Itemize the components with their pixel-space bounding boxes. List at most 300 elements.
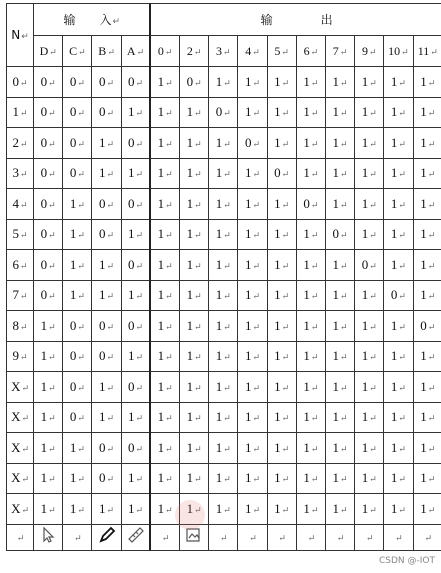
pointer-tool[interactable] xyxy=(34,524,63,550)
paragraph-mark: ↵ xyxy=(165,413,173,424)
paragraph-mark: ↵ xyxy=(194,352,202,363)
output-cell xyxy=(325,158,354,189)
input-cell-value: 1 xyxy=(127,470,135,486)
paragraph-mark: ↵ xyxy=(106,291,115,302)
paragraph-mark: ↵ xyxy=(369,77,377,88)
output-cell-value: 1 xyxy=(303,470,310,486)
paragraph-mark: ↵ xyxy=(310,443,319,454)
input-col-header-value: D xyxy=(39,43,49,58)
output-cell xyxy=(296,158,325,189)
paragraph-mark: ↵ xyxy=(340,260,348,271)
output-cell-value: 1 xyxy=(303,256,310,272)
output-cell-value: 1 xyxy=(303,409,310,425)
row-number-cell xyxy=(7,189,34,220)
paragraph-mark: ↵ xyxy=(48,138,56,149)
output-cell-value: 1 xyxy=(157,409,165,425)
paragraph-mark: ↵ xyxy=(194,77,202,88)
paragraph-mark: ↵ xyxy=(310,382,319,393)
output-cell-value: 1 xyxy=(390,500,398,516)
input-cell-value: 0 xyxy=(127,134,135,150)
paragraph-mark: ↵ xyxy=(20,321,28,332)
input-cell-value: 1 xyxy=(40,348,48,364)
output-cell-value: 1 xyxy=(361,409,369,425)
paragraph-mark: ↵ xyxy=(369,291,377,302)
output-cell-value: 1 xyxy=(274,500,281,516)
paragraph-mark: ↵ xyxy=(252,46,260,57)
paragraph-mark: ↵ xyxy=(223,352,231,363)
input-cell xyxy=(63,433,92,464)
paragraph-mark: ↵ xyxy=(107,46,115,57)
table-row xyxy=(7,219,441,250)
input-cell xyxy=(121,372,150,403)
output-cell xyxy=(384,250,413,281)
output-cell xyxy=(384,402,413,433)
output-cell-value: 1 xyxy=(274,317,281,333)
input-cell xyxy=(121,189,150,220)
input-group-label: 输 入 xyxy=(63,13,112,27)
output-cell xyxy=(238,97,267,128)
toolbar-empty-cell xyxy=(355,524,384,550)
paragraph-mark: ↵ xyxy=(48,474,56,485)
paragraph-mark: ↵ xyxy=(398,260,406,271)
paragraph-mark: ↵ xyxy=(369,443,377,454)
input-cell xyxy=(121,494,150,525)
output-cell xyxy=(238,463,267,494)
n-header: N↵ xyxy=(7,4,34,67)
output-cell-value: 1 xyxy=(303,165,310,181)
paragraph-mark: ↵ xyxy=(223,108,231,119)
output-cell xyxy=(413,311,441,342)
input-cell xyxy=(121,158,150,189)
output-cell-value: 1 xyxy=(420,256,427,272)
output-cell-value: 1 xyxy=(420,348,427,364)
output-cell xyxy=(296,494,325,525)
paragraph-mark: ↵ xyxy=(49,46,57,57)
output-cell-value: 1 xyxy=(186,226,194,242)
output-cell-value: 1 xyxy=(303,500,310,516)
output-cell-value: 1 xyxy=(390,317,398,333)
output-col-header xyxy=(267,36,296,67)
output-cell xyxy=(209,494,238,525)
output-cell-value: 1 xyxy=(157,73,165,89)
paragraph-mark: ↵ xyxy=(106,474,115,485)
output-cell xyxy=(296,189,325,220)
output-cell-value: 1 xyxy=(303,378,310,394)
paragraph-mark: ↵ xyxy=(223,382,231,393)
output-cell-value: 1 xyxy=(390,256,398,272)
paragraph-mark: ↵ xyxy=(427,291,436,302)
paragraph-mark: ↵ xyxy=(77,260,85,271)
paragraph-mark: ↵ xyxy=(249,533,257,543)
toolbar-empty-cell xyxy=(238,524,267,550)
input-cell-value: 0 xyxy=(99,439,106,455)
input-group-header: 输 入↵ xyxy=(34,4,151,36)
output-cell xyxy=(238,250,267,281)
output-cell xyxy=(267,250,296,281)
input-cell-value: 1 xyxy=(127,165,135,181)
paragraph-mark: ↵ xyxy=(161,533,170,543)
output-cell xyxy=(355,250,384,281)
paragraph-mark: ↵ xyxy=(74,533,82,543)
output-cell-value: 1 xyxy=(157,287,165,303)
toolbar-empty-cell xyxy=(150,524,179,550)
paragraph-mark: ↵ xyxy=(427,352,436,363)
paragraph-mark: ↵ xyxy=(252,474,261,485)
paragraph-mark: ↵ xyxy=(77,291,85,302)
paragraph-mark: ↵ xyxy=(77,321,85,332)
ruler-tool[interactable] xyxy=(121,524,150,550)
output-cell xyxy=(267,341,296,372)
output-cell xyxy=(413,372,441,403)
input-cell-value: 1 xyxy=(69,256,77,272)
output-cell xyxy=(413,494,441,525)
input-cell-value: 0 xyxy=(127,195,135,211)
paragraph-mark: ↵ xyxy=(424,533,433,543)
input-cell-value: 1 xyxy=(127,287,135,303)
paragraph-mark: ↵ xyxy=(20,291,28,302)
paragraph-mark: ↵ xyxy=(135,321,144,332)
input-cell xyxy=(121,219,150,250)
pen-tool[interactable] xyxy=(92,524,121,550)
paragraph-mark: ↵ xyxy=(223,413,231,424)
table-row xyxy=(7,433,441,464)
paragraph-mark: ↵ xyxy=(278,533,286,543)
paragraph-mark: ↵ xyxy=(165,474,173,485)
input-col-header xyxy=(121,36,150,67)
output-cell-value: 1 xyxy=(244,104,252,120)
paragraph-mark: ↵ xyxy=(281,291,290,302)
paragraph-mark: ↵ xyxy=(106,260,115,271)
paragraph-mark: ↵ xyxy=(20,260,28,271)
paragraph-mark: ↵ xyxy=(340,443,348,454)
paragraph-mark: ↵ xyxy=(340,230,348,241)
paragraph-mark: ↵ xyxy=(48,321,56,332)
row-number-cell-value: X xyxy=(11,378,21,394)
paragraph-mark: ↵ xyxy=(48,169,56,180)
input-cell-value: 1 xyxy=(69,470,77,486)
input-cell-value: 1 xyxy=(40,409,48,425)
output-cell-value: 1 xyxy=(390,165,398,181)
input-cell xyxy=(92,402,121,433)
paragraph-mark: ↵ xyxy=(194,382,202,393)
paragraph-mark: ↵ xyxy=(106,169,115,180)
output-cell-value: 1 xyxy=(361,104,369,120)
table-row xyxy=(7,494,441,525)
input-cell xyxy=(121,433,150,464)
paragraph-mark: ↵ xyxy=(165,504,173,515)
output-cell xyxy=(413,158,441,189)
output-col-header-value: 11 xyxy=(417,43,430,58)
output-group-header xyxy=(150,4,441,36)
paragraph-mark: ↵ xyxy=(310,291,319,302)
output-cell xyxy=(209,280,238,311)
paragraph-mark: ↵ xyxy=(20,352,28,363)
output-cell xyxy=(325,280,354,311)
output-col-header-value: 4 xyxy=(245,43,252,58)
toolbar-empty-cell xyxy=(267,524,296,550)
paragraph-mark: ↵ xyxy=(106,138,115,149)
output-cell-value: 1 xyxy=(332,439,340,455)
output-col-header-value: 0 xyxy=(157,43,164,58)
paragraph-mark: ↵ xyxy=(20,169,28,180)
table-row xyxy=(7,311,441,342)
paragraph-mark: ↵ xyxy=(135,504,144,515)
output-cell xyxy=(209,97,238,128)
input-cell-value: 0 xyxy=(127,378,135,394)
paragraph-mark: ↵ xyxy=(194,108,202,119)
toolbar-empty-cell xyxy=(325,524,354,550)
output-cell-value: 1 xyxy=(215,226,223,242)
paragraph-mark: ↵ xyxy=(48,77,56,88)
input-cell xyxy=(63,158,92,189)
output-cell xyxy=(384,189,413,220)
input-cell-value: 0 xyxy=(99,470,106,486)
output-cell xyxy=(384,311,413,342)
output-cell xyxy=(209,341,238,372)
output-cell xyxy=(238,341,267,372)
output-cell-value: 1 xyxy=(215,409,223,425)
output-cell xyxy=(238,433,267,464)
paragraph-mark: ↵ xyxy=(252,230,261,241)
paragraph-mark: ↵ xyxy=(48,382,56,393)
input-cell-value: 1 xyxy=(69,287,77,303)
output-cell-value: 1 xyxy=(390,409,398,425)
output-cell-value: 0 xyxy=(332,226,340,242)
paragraph-mark: ↵ xyxy=(252,291,261,302)
toolbar-empty-cell xyxy=(384,524,413,550)
input-cell xyxy=(63,311,92,342)
paragraph-mark: ↵ xyxy=(194,291,202,302)
input-cell-value: 1 xyxy=(40,317,48,333)
output-col-header xyxy=(325,36,354,67)
output-cell xyxy=(150,250,179,281)
output-cell-value: 1 xyxy=(274,226,281,242)
output-cell xyxy=(209,433,238,464)
input-cell-value: 1 xyxy=(69,226,77,242)
output-cell-value: 1 xyxy=(420,104,427,120)
paragraph-mark: ↵ xyxy=(398,413,406,424)
output-cell-value: 1 xyxy=(390,378,398,394)
paragraph-mark: ↵ xyxy=(398,199,406,210)
input-col-header xyxy=(34,36,63,67)
toolbar-empty-cell xyxy=(7,524,34,550)
paragraph-mark: ↵ xyxy=(165,443,173,454)
paragraph-mark: ↵ xyxy=(365,533,374,543)
paragraph-mark: ↵ xyxy=(369,108,377,119)
row-number-cell xyxy=(7,219,34,250)
output-cell xyxy=(355,463,384,494)
output-cell xyxy=(267,219,296,250)
paragraph-mark: ↵ xyxy=(194,199,202,210)
output-cell xyxy=(238,402,267,433)
paragraph-mark: ↵ xyxy=(223,321,231,332)
output-cell-value: 1 xyxy=(157,348,165,364)
output-cell-value: 1 xyxy=(420,378,427,394)
input-cell xyxy=(92,433,121,464)
input-cell-value: 0 xyxy=(99,73,106,89)
paragraph-mark: ↵ xyxy=(398,169,406,180)
input-cell xyxy=(121,128,150,159)
output-cell xyxy=(296,250,325,281)
paragraph-mark: ↵ xyxy=(106,230,115,241)
input-cell xyxy=(34,402,63,433)
table-row xyxy=(7,67,441,98)
paragraph-mark: ↵ xyxy=(223,77,231,88)
output-cell xyxy=(180,463,209,494)
input-cell-value: 1 xyxy=(40,439,48,455)
input-cell xyxy=(92,189,121,220)
output-cell-value: 1 xyxy=(361,287,369,303)
input-cell-value: 1 xyxy=(69,500,77,516)
input-cell xyxy=(121,97,150,128)
output-cell-value: 1 xyxy=(390,470,398,486)
output-cell xyxy=(355,341,384,372)
n-header-label: N xyxy=(11,28,21,42)
input-col-header xyxy=(63,36,92,67)
output-cell-value: 1 xyxy=(157,378,165,394)
output-cell-value: 1 xyxy=(332,409,340,425)
output-cell xyxy=(209,67,238,98)
input-cell xyxy=(63,494,92,525)
output-cell xyxy=(296,463,325,494)
output-cell xyxy=(296,219,325,250)
output-cell xyxy=(267,311,296,342)
input-cell-value: 0 xyxy=(40,287,48,303)
row-number-cell xyxy=(7,158,34,189)
table-body xyxy=(7,67,441,551)
input-cell-value: 1 xyxy=(127,226,135,242)
output-cell-value: 1 xyxy=(274,134,281,150)
output-cell-value: 1 xyxy=(390,134,398,150)
paragraph-mark: ↵ xyxy=(194,169,202,180)
paragraph-mark: ↵ xyxy=(77,474,85,485)
paragraph-mark: ↵ xyxy=(310,199,319,210)
paragraph-mark: ↵ xyxy=(398,108,406,119)
paragraph-mark: ↵ xyxy=(106,108,115,119)
output-cell xyxy=(413,463,441,494)
paragraph-mark: ↵ xyxy=(220,533,228,543)
output-cell xyxy=(355,219,384,250)
output-cell-value: 1 xyxy=(244,439,252,455)
output-cell xyxy=(238,494,267,525)
paragraph-mark: ↵ xyxy=(21,413,30,424)
output-cell xyxy=(384,463,413,494)
paragraph-mark: ↵ xyxy=(223,169,231,180)
paragraph-mark: ↵ xyxy=(135,443,144,454)
output-cell xyxy=(413,250,441,281)
paragraph-mark: ↵ xyxy=(20,77,28,88)
output-cell-value: 1 xyxy=(361,348,369,364)
output-cell-value: 1 xyxy=(157,195,165,211)
paragraph-mark: ↵ xyxy=(135,138,144,149)
paragraph-mark: ↵ xyxy=(340,474,348,485)
paragraph-mark: ↵ xyxy=(165,230,173,241)
output-cell xyxy=(355,97,384,128)
input-cell-value: 1 xyxy=(99,134,106,150)
output-cell-value: 1 xyxy=(186,165,194,181)
output-cell-value: 1 xyxy=(361,439,369,455)
row-number-cell-value: X xyxy=(11,500,21,516)
output-cell-value: 1 xyxy=(361,226,369,242)
output-cell-value: 0 xyxy=(215,104,223,120)
output-cell xyxy=(325,128,354,159)
output-cell xyxy=(267,463,296,494)
output-cell xyxy=(180,372,209,403)
paragraph-mark: ↵ xyxy=(135,169,144,180)
input-cell xyxy=(92,67,121,98)
input-cell xyxy=(34,311,63,342)
paragraph-mark: ↵ xyxy=(252,260,261,271)
paragraph-mark: ↵ xyxy=(193,46,202,57)
row-number-cell-value: 4 xyxy=(12,195,20,211)
output-cell-value: 1 xyxy=(215,134,223,150)
output-cell-value: 1 xyxy=(186,134,194,150)
output-cell-value: 1 xyxy=(157,439,165,455)
output-cell xyxy=(325,463,354,494)
input-cell xyxy=(63,189,92,220)
paragraph-mark: ↵ xyxy=(77,108,85,119)
output-cell xyxy=(150,189,179,220)
output-cell xyxy=(355,158,384,189)
output-cell-value: 1 xyxy=(157,134,165,150)
output-cell xyxy=(413,341,441,372)
output-cell-value: 1 xyxy=(274,104,281,120)
paragraph-mark: ↵ xyxy=(395,533,403,543)
paragraph-mark: ↵ xyxy=(252,352,261,363)
output-cell xyxy=(355,280,384,311)
output-cell-value: 1 xyxy=(420,439,427,455)
paragraph-mark: ↵ xyxy=(369,352,377,363)
output-cell-value: 1 xyxy=(186,470,194,486)
paragraph-mark: ↵ xyxy=(165,382,173,393)
paragraph-mark: ↵ xyxy=(135,260,144,271)
output-cell xyxy=(384,67,413,98)
output-cell xyxy=(150,97,179,128)
output-cell xyxy=(296,97,325,128)
pen-icon xyxy=(98,526,116,548)
output-cell xyxy=(355,402,384,433)
paragraph-mark: ↵ xyxy=(401,46,409,57)
output-cell xyxy=(238,372,267,403)
paragraph-mark: ↵ xyxy=(340,504,348,515)
output-cell-value: 0 xyxy=(186,73,194,89)
output-cell xyxy=(413,189,441,220)
paragraph-mark: ↵ xyxy=(223,199,231,210)
output-cell xyxy=(267,494,296,525)
paragraph-mark: ↵ xyxy=(194,321,202,332)
output-cell-value: 0 xyxy=(274,165,281,181)
output-cell-value: 1 xyxy=(303,439,310,455)
output-cell xyxy=(384,341,413,372)
output-cell-value: 1 xyxy=(274,195,281,211)
output-cell-value: 1 xyxy=(244,73,252,89)
paragraph-mark: ↵ xyxy=(398,443,406,454)
row-number-cell xyxy=(7,494,34,525)
output-cell xyxy=(238,67,267,98)
paragraph-mark: ↵ xyxy=(281,321,290,332)
paragraph-mark: ↵ xyxy=(135,474,144,485)
input-cell-value: 0 xyxy=(69,134,77,150)
input-cell-value: 0 xyxy=(99,104,106,120)
output-cell-value: 1 xyxy=(420,287,427,303)
row-number-cell-value: X xyxy=(11,470,21,486)
output-cell xyxy=(413,219,441,250)
input-cell-value: 1 xyxy=(127,500,135,516)
output-cell-value: 1 xyxy=(186,195,194,211)
output-cell xyxy=(238,219,267,250)
paragraph-mark: ↵ xyxy=(427,199,436,210)
output-cell-value: 1 xyxy=(274,409,281,425)
